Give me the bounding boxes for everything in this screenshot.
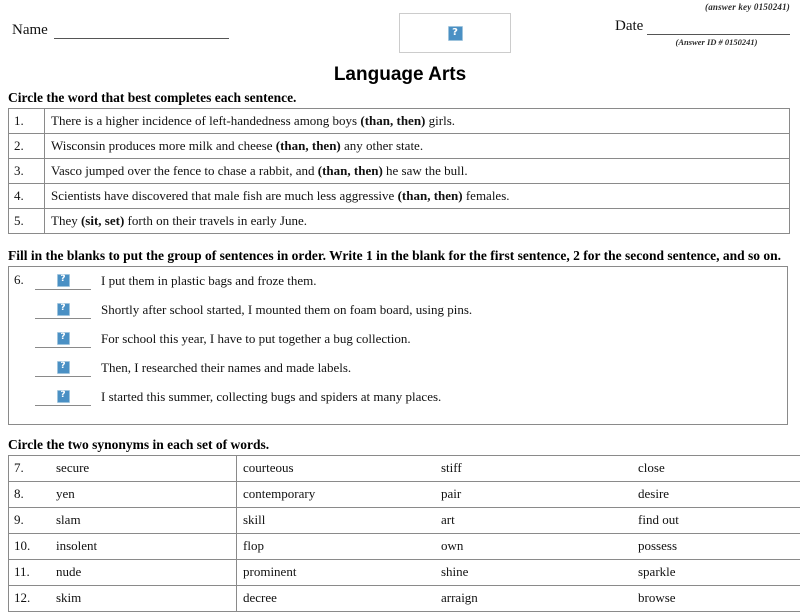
word-option-1[interactable]: yen (50, 481, 237, 507)
table-row (9, 585, 800, 611)
word-option-2[interactable]: contemporary (237, 481, 436, 507)
date-field-group (615, 18, 790, 47)
broken-image-icon (57, 390, 70, 403)
sentence-ordering-box (8, 266, 788, 425)
row-sentence (45, 208, 790, 233)
broken-image-icon (57, 274, 70, 287)
sentence-completion-table (8, 108, 790, 234)
answer-id-note: (Answer ID # 0150241) (615, 35, 790, 47)
sentence-completion-body (9, 108, 790, 233)
order-sentence: For school this year, I have to put together a bug collection. (97, 330, 411, 347)
row-number: 1. (9, 108, 45, 133)
page-title: Language Arts (0, 64, 800, 86)
synonyms-body (9, 455, 800, 611)
name-input-rule[interactable] (54, 24, 229, 39)
name-label: Name (12, 22, 54, 39)
date-label: Date (615, 18, 647, 35)
table-row (9, 455, 800, 481)
row-number: 10. (9, 533, 51, 559)
date-input-rule[interactable] (647, 21, 790, 35)
sentence-part-post: any other state. (341, 138, 423, 153)
row-number: 12. (9, 585, 51, 611)
sentence-part-pre: Wisconsin produces more milk and cheese (51, 138, 276, 153)
row-number: 8. (9, 481, 51, 507)
order-blank-input[interactable] (35, 359, 91, 377)
word-option-4[interactable]: sparkle (632, 559, 800, 585)
list-item (9, 301, 787, 330)
row-number: 5. (9, 208, 45, 233)
table-row (9, 208, 790, 233)
list-item (9, 359, 787, 388)
order-sentence: I put them in plastic bags and froze them. (97, 272, 317, 289)
logo-placeholder-box (399, 13, 511, 53)
table-row (9, 533, 800, 559)
table-row (9, 507, 800, 533)
list-item (9, 388, 787, 417)
section-spacer (0, 425, 800, 437)
sentence-part-post: girls. (425, 113, 455, 128)
table-row (9, 183, 790, 208)
order-sentence: Shortly after school started, I mounted them on foam board, using pins. (97, 301, 472, 318)
sentence-part-pre: Vasco jumped over the fence to chase a rabbit, and (51, 163, 318, 178)
row-number: 2. (9, 133, 45, 158)
name-field-group (12, 22, 229, 39)
word-option-3[interactable]: shine (435, 559, 632, 585)
broken-image-icon (448, 26, 463, 41)
word-option-4[interactable]: desire (632, 481, 800, 507)
section2-number: 6. (9, 272, 35, 288)
broken-image-icon (57, 332, 70, 345)
list-item (9, 330, 787, 359)
section3-instruction: Circle the two synonyms in each set of words. (8, 437, 800, 453)
sentence-choice[interactable]: (than, then) (360, 113, 425, 128)
worksheet-header (0, 0, 800, 62)
order-blank-input[interactable] (35, 272, 91, 290)
list-item (9, 272, 787, 301)
order-sentence: I started this summer, collecting bugs and spiders at many places. (97, 388, 441, 405)
table-row (9, 158, 790, 183)
row-sentence (45, 183, 790, 208)
sentence-part-post: females. (463, 188, 510, 203)
word-option-3[interactable]: arraign (435, 585, 632, 611)
word-option-3[interactable]: stiff (435, 455, 632, 481)
word-option-4[interactable]: possess (632, 533, 800, 559)
word-option-2[interactable]: prominent (237, 559, 436, 585)
word-option-4[interactable]: browse (632, 585, 800, 611)
word-option-4[interactable]: find out (632, 507, 800, 533)
word-option-3[interactable]: own (435, 533, 632, 559)
word-option-4[interactable]: close (632, 455, 800, 481)
answer-key-note: (answer key 0150241) (705, 2, 790, 12)
word-option-1[interactable]: secure (50, 455, 237, 481)
word-option-3[interactable]: art (435, 507, 632, 533)
row-sentence (45, 108, 790, 133)
word-option-1[interactable]: insolent (50, 533, 237, 559)
order-sentence: Then, I researched their names and made labels. (97, 359, 351, 376)
order-blank-input[interactable] (35, 388, 91, 406)
row-sentence (45, 158, 790, 183)
row-number: 7. (9, 455, 51, 481)
sentence-part-pre: Scientists have discovered that male fish are much less aggressive (51, 188, 398, 203)
order-blank-input[interactable] (35, 330, 91, 348)
row-sentence (45, 133, 790, 158)
sentence-choice[interactable]: (than, then) (398, 188, 463, 203)
word-option-3[interactable]: pair (435, 481, 632, 507)
word-option-2[interactable]: decree (237, 585, 436, 611)
broken-image-icon (57, 361, 70, 374)
synonyms-table (8, 455, 800, 612)
broken-image-icon (57, 303, 70, 316)
sentence-part-post: he saw the bull. (383, 163, 468, 178)
section2-instruction: Fill in the blanks to put the group of sentences in order. Write 1 in the blank for the first sentence, 2 for the second sentence, and so on. (8, 248, 790, 264)
row-number: 9. (9, 507, 51, 533)
sentence-part-post: forth on their travels in early June. (124, 213, 307, 228)
row-number: 11. (9, 559, 51, 585)
table-row (9, 559, 800, 585)
word-option-2[interactable]: courteous (237, 455, 436, 481)
word-option-1[interactable]: slam (50, 507, 237, 533)
order-blank-input[interactable] (35, 301, 91, 319)
word-option-2[interactable]: flop (237, 533, 436, 559)
sentence-choice[interactable]: (than, then) (318, 163, 383, 178)
word-option-1[interactable]: skim (50, 585, 237, 611)
word-option-2[interactable]: skill (237, 507, 436, 533)
table-row (9, 133, 790, 158)
row-number: 3. (9, 158, 45, 183)
word-option-1[interactable]: nude (50, 559, 237, 585)
section1-instruction: Circle the word that best completes each sentence. (8, 90, 800, 106)
sentence-choice[interactable]: (sit, set) (81, 213, 124, 228)
table-row (9, 108, 790, 133)
table-row (9, 481, 800, 507)
sentence-part-pre: They (51, 213, 81, 228)
sentence-choice[interactable]: (than, then) (276, 138, 341, 153)
sentence-part-pre: There is a higher incidence of left-handedness among boys (51, 113, 360, 128)
row-number: 4. (9, 183, 45, 208)
